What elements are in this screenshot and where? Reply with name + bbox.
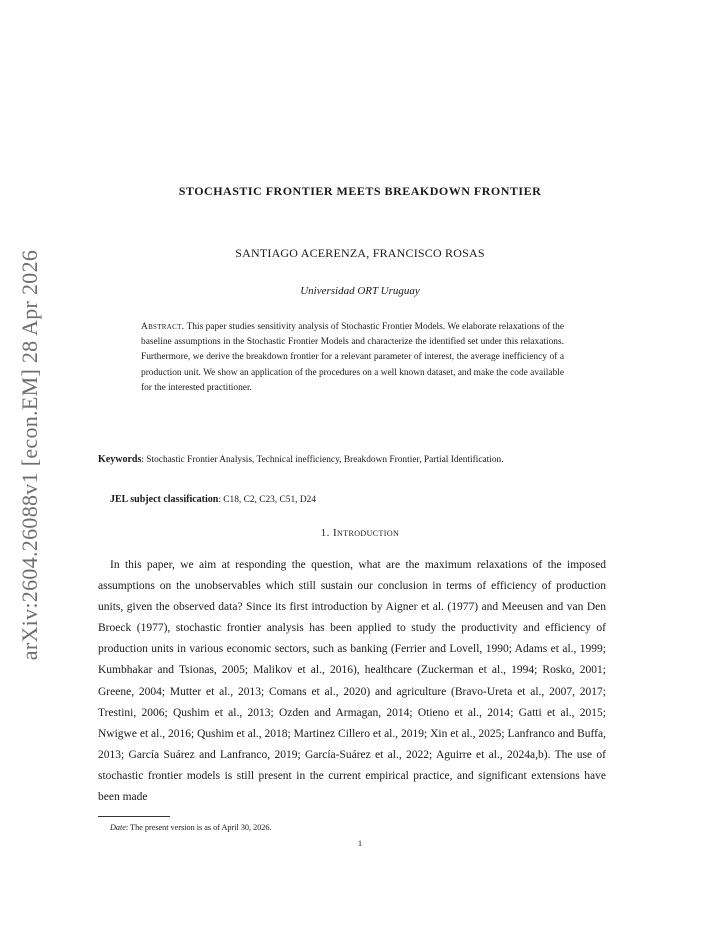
- section-heading: 1. Introduction: [320, 527, 400, 539]
- abstract-text: This paper studies sensitivity analysis of Stochastic Frontier Models. We elaborate relaxations of the baseline assumptions in the Stochastic Frontier Models and characterize the identified set under this relaxations. Furthermore, we derive the breakdown frontier for a relevant parameter of interest, the average inefficiency of a production unit. We show an application of the procedures on a well known dataset, and make the code available for the interested practitioner.: [141, 322, 564, 393]
- introduction-paragraph: In this paper, we aim at responding the question, what are the maximum relaxations of the imposed assumptions on the unobservables which still sustain our conclusion in terms of efficiency of production units, given the observed data? Since its first introduction by Aigner et al. (1977) and Meeusen and van Den Broeck (1977), stochastic frontier analysis has been applied to study the productivity and efficiency of production units in various economic sectors, such as banking (Ferrier and Lovell, 1990; Adams et al., 1999; Kumbhakar and Tsionas, 2005; Malikov et al., 2016), healthcare (Zuckerman et al., 1994; Rosko, 2001; Greene, 2004; Mutter et al., 2013; Comans et al., 2020) and agriculture (Bravo-Ureta et al., 2007, 2017; Trestini, 2006; Qushim et al., 2013; Ozden and Armagan, 2014; Otieno et al., 2014; Gatti et al., 2015; Nwigwe et al., 2016; Qushim et al., 2018; Martinez Cillero et al., 2019; Xin et al., 2025; Lanfranco and Buffa, 2013; García Suárez and Lanfranco, 2019; García-Suárez et al., 2022; Aguirre et al., 2024a,b). The use of stochastic frontier models is still present in the current empirical practice, and significant extensions have been made: [98, 559, 606, 804]
- jel-label: JEL subject classification: [110, 494, 219, 505]
- footnote-text: : The present version is as of April 30, 2026.: [125, 823, 272, 832]
- footnote-label: Date: [110, 823, 126, 832]
- page-number: 1: [357, 838, 363, 848]
- footnote-divider: [98, 816, 170, 817]
- jel-text: : C18, C2, C23, C51, D24: [218, 495, 317, 505]
- keywords-text: : Stochastic Frontier Analysis, Technical inefficiency, Breakdown Frontier, Partial Identification.: [141, 455, 504, 465]
- arxiv-side-stamp: arXiv:2604.26088v1 [econ.EM] 28 Apr 2026: [17, 249, 42, 661]
- paper-affiliation: Universidad ORT Uruguay: [300, 285, 420, 297]
- paper-authors: SANTIAGO ACERENZA, FRANCISCO ROSAS: [235, 246, 485, 260]
- keywords-label: Keywords: [98, 454, 142, 465]
- paper-title: STOCHASTIC FRONTIER MEETS BREAKDOWN FRONTIER: [178, 184, 542, 198]
- jel-block: [110, 492, 606, 508]
- footnote: [110, 823, 272, 832]
- abstract-block: [141, 320, 564, 396]
- abstract-label: Abstract.: [141, 322, 185, 332]
- keywords-block: [98, 452, 606, 468]
